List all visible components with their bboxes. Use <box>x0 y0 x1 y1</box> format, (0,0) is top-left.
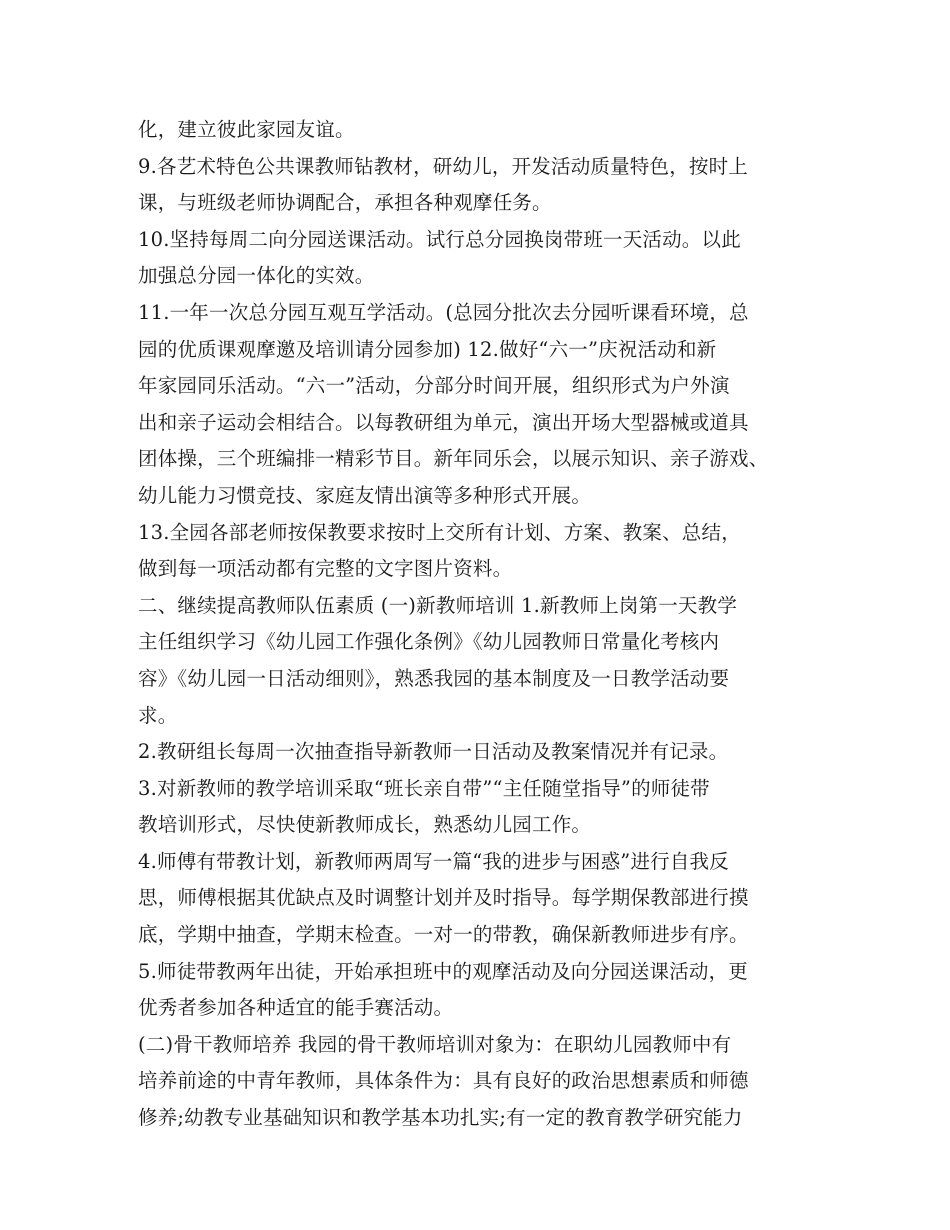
text-line: 思，师傅根据其优缺点及时调整计划并及时指导。每学期保教部进行摸 <box>138 886 749 910</box>
text-line: 11.一年一次总分园互观互学活动。(总园分批次去分园听课看环境，总 <box>138 300 749 324</box>
text-line: 团体操，三个班编排一精彩节目。新年同乐会，以展示知识、亲子游戏、 <box>138 447 769 471</box>
text-line: 园的优质课观摩邀及培训请分园参加) 12.做好“六一”庆祝活动和新 <box>138 337 717 361</box>
text-line: 幼儿能力习惯竞技、家庭友情出演等多种形式开展。 <box>138 483 592 507</box>
text-line: 10.坚持每周二向分园送课活动。试行总分园换岗带班一天活动。以此 <box>138 227 741 251</box>
text-line: 13.全园各部老师按保教要求按时上交所有计划、方案、教案、总结， <box>138 520 741 544</box>
text-line: 容》《幼儿园一日活动细则》，熟悉我园的基本制度及一日教学活动要 <box>138 666 730 690</box>
text-line: 求。 <box>138 703 178 727</box>
text-line: 5.师徒带教两年出徒，开始承担班中的观摩活动及向分园送课活动，更 <box>138 959 749 983</box>
text-line: 教培训形式，尽快使新教师成长，熟悉幼儿园工作。 <box>138 813 592 837</box>
document-body <box>138 112 838 1137</box>
text-line: 加强总分园一体化的实效。 <box>138 264 375 288</box>
text-line: 培养前途的中青年教师，具体条件为：具有良好的政治思想素质和师德 <box>138 1069 749 1093</box>
text-line: 出和亲子运动会相结合。以每教研组为单元，演出开场大型器械或道具 <box>138 410 749 434</box>
text-line: 优秀者参加各种适宜的能手赛活动。 <box>138 996 454 1020</box>
text-line: 2.教研组长每周一次抽查指导新教师一日活动及教案情况并有记录。 <box>138 740 729 764</box>
text-line: 4.师傅有带教计划，新教师两周写一篇“我的进步与困惑”进行自我反 <box>138 849 729 873</box>
text-line: 二、继续提高教师队伍素质 (一)新教师培训 1.新教师上岗第一天教学 <box>138 593 738 617</box>
text-line: 主任组织学习《幼儿园工作强化条例》《幼儿园教师日常量化考核内 <box>138 630 720 654</box>
text-line: 课，与班级老师协调配合，承担各种观摩任务。 <box>138 191 552 215</box>
text-line: 底，学期中抽查，学期末检查。一对一的带教，确保新教师进步有序。 <box>138 923 749 947</box>
text-line: 年家园同乐活动。“六一”活动，分部分时间开展，组织形式为户外演 <box>138 374 730 398</box>
text-line: 3.对新教师的教学培训采取“班长亲自带”“主任随堂指导”的师徒带 <box>138 776 710 800</box>
text-line: 化，建立彼此家园友谊。 <box>138 118 355 141</box>
text-line: 做到每一项活动都有完整的文字图片资料。 <box>138 557 513 581</box>
text-line: 9.各艺术特色公共课教师钻教材，研幼儿，开发活动质量特色，按时上 <box>138 154 749 178</box>
text-line: 修养;幼教专业基础知识和教学基本功扎实;有一定的教育教学研究能力 <box>138 1106 743 1130</box>
text-line: (二)骨干教师培养 我园的骨干教师培训对象为：在职幼儿园教师中有 <box>138 1032 732 1056</box>
